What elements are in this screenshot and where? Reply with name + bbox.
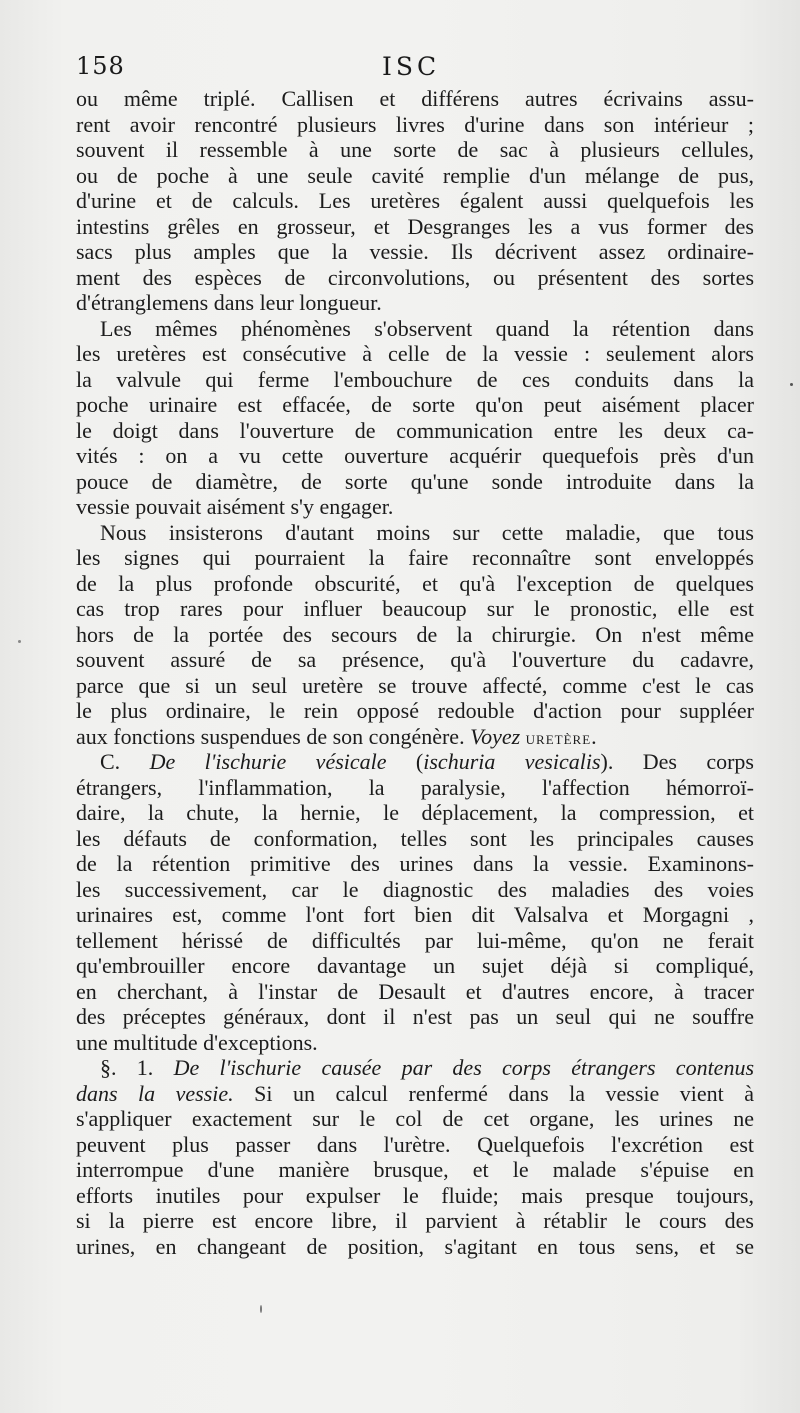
text-line: la valvule qui ferme l'embouchure de ces conduits dans la — [76, 366, 754, 392]
ink-speck — [790, 383, 793, 386]
page-number: 158 — [76, 52, 125, 80]
ink-speck — [18, 640, 21, 643]
text-run: §. 1. — [100, 1055, 174, 1080]
text-line: pouce de diamètre, de sorte qu'une sonde introduite dans la — [76, 468, 754, 494]
text-line — [76, 1055, 754, 1081]
text-run: . — [591, 723, 597, 749]
body-text — [76, 86, 754, 1259]
text-run: aux fonctions suspendues de son congénère. — [76, 723, 471, 749]
text-line: vités : on a vu cette ouverture acquérir quequefois près d'un — [76, 443, 754, 468]
text-line — [76, 1081, 754, 1107]
text-line: souvent il ressemble à une sorte de sac à plusieurs cellules, — [76, 137, 754, 162]
text-line: rent avoir rencontré plusieurs livres d'urine dans son intérieur ; — [76, 111, 754, 137]
text-line: hors de la portée des secours de la chirurgie. On n'est même — [76, 621, 754, 647]
text-line: peuvent plus passer dans l'urètre. Quelquefois l'excrétion est — [76, 1131, 754, 1157]
text-line: ou de poche à une seule cavité remplie d'un mélange de pus, — [76, 162, 754, 188]
text-line: s'appliquer exactement sur le col de cet organe, les urines ne — [76, 1106, 754, 1131]
text-line: les uretères est consécutive à celle de la vessie : seulement alors — [76, 341, 754, 366]
text-line: les défauts de conformation, telles sont les principales causes — [76, 825, 754, 851]
text-line: si la pierre est encore libre, il parvient à rétablir le cours des — [76, 1208, 754, 1233]
text-line — [76, 724, 754, 750]
text-line: poche urinaire est effacée, de sorte qu'on peut aisément placer — [76, 392, 754, 417]
text-line: ou même triplé. Callisen et différens autres écrivains assu- — [76, 86, 754, 111]
text-line: étrangers, l'inflammation, la paralysie, l'affection hémorroï- — [76, 774, 754, 800]
text-line: urinaires est, comme l'ont fort bien dit Valsalva et Morgagni , — [76, 902, 754, 927]
ink-speck — [260, 1305, 262, 1313]
text-run: C. — [100, 749, 150, 774]
text-line: de la rétention primitive des urines dans la vessie. Examinons- — [76, 851, 754, 876]
text-line: vessie pouvait aisément s'y engager. — [76, 494, 394, 519]
text-line: le doigt dans l'ouverture de communication entre les deux ca- — [76, 417, 754, 443]
text-line: urines, en changeant de position, s'agitant en tous sens, et se — [76, 1233, 754, 1259]
text-line: Les mêmes phénomènes s'observent quand la rétention dans — [100, 315, 754, 341]
italic-text: ischuria vesicalis — [423, 749, 601, 774]
text-run: Si un calcul renfermé dans la vessie vient à — [233, 1080, 754, 1106]
text-line: souvent assuré de sa présence, qu'à l'ouverture du cadavre, — [76, 647, 754, 672]
italic-text: De l'ischurie causée par des corps étrangers contenus — [173, 1055, 754, 1080]
running-head — [76, 52, 754, 88]
small-caps-text: uretère — [525, 727, 592, 748]
text-line: des préceptes généraux, dont il n'est pas un seul qui ne souffre — [76, 1004, 754, 1029]
text-line: une multitude d'exceptions. — [76, 1029, 318, 1055]
text-run: ). Des corps — [600, 749, 754, 774]
running-head-title: ISC — [382, 52, 441, 81]
text-run: ( — [386, 749, 424, 774]
text-line: les successivement, car le diagnostic des maladies des voies — [76, 876, 754, 902]
text-line: ment des espèces de circonvolutions, ou présentent des sortes — [76, 264, 754, 290]
text-line: les signes qui pourraient la faire reconnaître sont enveloppés — [76, 545, 754, 570]
text-line: parce que si un seul uretère se trouve affecté, comme c'est le cas — [76, 672, 754, 698]
text-line — [76, 749, 754, 775]
text-line: daire, la chute, la hernie, le déplacement, la compression, et — [76, 800, 754, 825]
text-line: sacs plus amples que la vessie. Ils décrivent assez ordinaire- — [76, 239, 754, 264]
text-line: Nous insisterons d'autant moins sur cette maladie, que tous — [100, 519, 754, 545]
text-line: efforts inutiles pour expulser le fluide; mais presque toujours, — [76, 1182, 754, 1208]
text-line: qu'embrouiller encore davantage un sujet déjà si compliqué, — [76, 953, 754, 978]
text-line: d'urine et de calculs. Les uretères égalent aussi quelquefois les — [76, 188, 754, 213]
text-line: de la plus profonde obscurité, et qu'à l'exception de quelques — [76, 570, 754, 596]
text-line: d'étranglemens dans leur longueur. — [76, 290, 382, 315]
text-line: intestins grêles en grosseur, et Desgranges les a vus former des — [76, 213, 754, 239]
italic-text: De l'ischurie vésicale — [149, 749, 387, 774]
text-line: interrompue d'une manière brusque, et le malade s'épuise en — [76, 1157, 754, 1182]
text-line: cas trop rares pour influer beaucoup sur le pronostic, elle est — [76, 596, 754, 621]
italic-text: dans la vessie. — [76, 1080, 234, 1106]
text-line: tellement hérissé de difficultés par lui-même, qu'on ne ferait — [76, 927, 754, 953]
italic-text: Voyez — [470, 723, 521, 749]
text-line: en cherchant, à l'instar de Desault et d'autres encore, à tracer — [76, 978, 754, 1004]
text-line: le plus ordinaire, le rein opposé redouble d'action pour suppléer — [76, 698, 754, 723]
